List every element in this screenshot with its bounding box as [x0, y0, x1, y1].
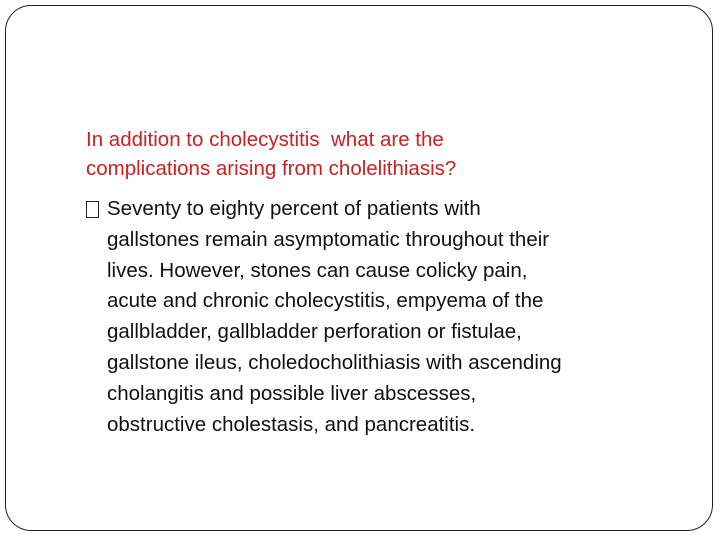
answer-line: lives. However, stones can cause colicky pain,: [107, 258, 528, 282]
answer-line: gallbladder, gallbladder perforation or fistulae,: [107, 320, 522, 344]
question-line: complications arising from cholelithiasis?: [86, 157, 457, 180]
answer-line: acute and chronic cholecystitis, empyema of the: [107, 289, 544, 313]
slide-frame: [5, 5, 713, 531]
answer-paragraph: [86, 194, 706, 440]
square-bullet-icon: [86, 194, 107, 224]
question-line: In addition to cholecystitis what are the: [86, 128, 444, 151]
answer-line: Seventy to eighty percent of patients with: [107, 197, 481, 220]
answer-line: obstructive cholestasis, and pancreatitis.: [107, 412, 476, 436]
answer-line: gallstones remain asymptomatic throughout their: [107, 227, 550, 251]
question-heading: [86, 125, 646, 183]
answer-line: gallstone ileus, choledocholithiasis with ascending: [107, 350, 562, 374]
answer-line: cholangitis and possible liver abscesses,: [107, 381, 477, 405]
